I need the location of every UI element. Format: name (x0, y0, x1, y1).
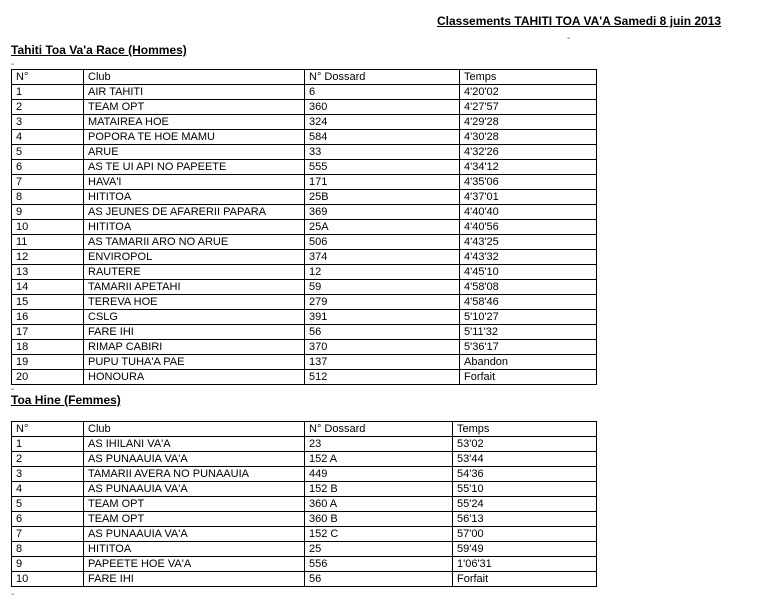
time-cell: 59'49 (453, 542, 597, 557)
bib-number-cell: 360 (305, 100, 460, 115)
bib-number-cell: 137 (305, 355, 460, 370)
club-cell: HITITOA (84, 542, 305, 557)
separator-mark: - (567, 33, 571, 44)
club-cell: AS TE UI API NO PAPEETE (84, 160, 305, 175)
rank-cell: 6 (12, 160, 84, 175)
time-cell: 5'36'17 (460, 340, 597, 355)
club-cell: ARUE (84, 145, 305, 160)
club-cell: AS JEUNES DE AFARERII PAPARA (84, 205, 305, 220)
women-results-table (11, 421, 597, 587)
table-row (12, 85, 597, 100)
men-section-title: Tahiti Toa Va'a Race (Hommes) (11, 43, 187, 57)
time-cell: 53'44 (453, 452, 597, 467)
club-cell: TAMARII APETAHI (84, 280, 305, 295)
club-cell: HAVA'I (84, 175, 305, 190)
time-cell: 1'06'31 (453, 557, 597, 572)
club-cell: TEAM OPT (84, 497, 305, 512)
table-row (12, 265, 597, 280)
rank-cell: 17 (12, 325, 84, 340)
rank-cell: 2 (12, 100, 84, 115)
column-header: N° (12, 422, 84, 437)
club-cell: HONOURA (84, 370, 305, 385)
bib-number-cell: 279 (305, 295, 460, 310)
bib-number-cell: 33 (305, 145, 460, 160)
bib-number-cell: 369 (305, 205, 460, 220)
rank-cell: 16 (12, 310, 84, 325)
table-row (12, 190, 597, 205)
bib-number-cell: 584 (305, 130, 460, 145)
bib-number-cell: 391 (305, 310, 460, 325)
time-cell: 56'13 (453, 512, 597, 527)
page-title: Classements TAHITI TOA VA'A Samedi 8 juin 2013 (437, 14, 722, 28)
column-header: N° (12, 70, 84, 85)
table-row (12, 160, 597, 175)
rank-cell: 1 (12, 437, 84, 452)
column-header: N° Dossard (305, 422, 453, 437)
bib-number-cell: 506 (305, 235, 460, 250)
rank-cell: 18 (12, 340, 84, 355)
rank-cell: 5 (12, 145, 84, 160)
rank-cell: 14 (12, 280, 84, 295)
club-cell: AIR TAHITI (84, 85, 305, 100)
club-cell: MATAIREA HOE (84, 115, 305, 130)
table-row (12, 175, 597, 190)
women-results-body (12, 422, 597, 587)
bib-number-cell: 370 (305, 340, 460, 355)
club-cell: RIMAP CABIRI (84, 340, 305, 355)
bib-number-cell: 56 (305, 325, 460, 340)
club-cell: FARE IHI (84, 325, 305, 340)
club-cell: TEAM OPT (84, 100, 305, 115)
bib-number-cell: 59 (305, 280, 460, 295)
time-cell: Abandon (460, 355, 597, 370)
table-header-row (12, 422, 597, 437)
table-row (12, 310, 597, 325)
bib-number-cell: 25A (305, 220, 460, 235)
table-row (12, 497, 597, 512)
club-cell: AS PUNAAUIA VA'A (84, 527, 305, 542)
column-header: N° Dossard (305, 70, 460, 85)
men-results-table (11, 69, 597, 385)
rank-cell: 15 (12, 295, 84, 310)
time-cell: 4'37'01 (460, 190, 597, 205)
table-row (12, 325, 597, 340)
time-cell: 4'58'46 (460, 295, 597, 310)
time-cell: 4'32'26 (460, 145, 597, 160)
table-row (12, 512, 597, 527)
table-row (12, 572, 597, 587)
club-cell: AS TAMARII ARO NO ARUE (84, 235, 305, 250)
separator-mark: - (11, 384, 15, 395)
rank-cell: 6 (12, 512, 84, 527)
table-row (12, 370, 597, 385)
club-cell: AS PUNAAUIA VA'A (84, 452, 305, 467)
table-row (12, 280, 597, 295)
table-row (12, 340, 597, 355)
time-cell: 55'24 (453, 497, 597, 512)
rank-cell: 8 (12, 190, 84, 205)
table-row (12, 542, 597, 557)
club-cell: FARE IHI (84, 572, 305, 587)
column-header: Club (84, 70, 305, 85)
time-cell: 4'34'12 (460, 160, 597, 175)
table-row (12, 437, 597, 452)
table-row (12, 235, 597, 250)
club-cell: PUPU TUHA'A PAE (84, 355, 305, 370)
rank-cell: 10 (12, 572, 84, 587)
bib-number-cell: 25B (305, 190, 460, 205)
bib-number-cell: 555 (305, 160, 460, 175)
bib-number-cell: 512 (305, 370, 460, 385)
time-cell: 4'40'40 (460, 205, 597, 220)
table-row (12, 130, 597, 145)
separator-mark: - (11, 59, 15, 70)
rank-cell: 11 (12, 235, 84, 250)
bib-number-cell: 171 (305, 175, 460, 190)
rank-cell: 3 (12, 467, 84, 482)
men-results-body (12, 70, 597, 385)
table-row (12, 115, 597, 130)
bib-number-cell: 6 (305, 85, 460, 100)
club-cell: RAUTERE (84, 265, 305, 280)
time-cell: 4'58'08 (460, 280, 597, 295)
table-row (12, 205, 597, 220)
rank-cell: 4 (12, 482, 84, 497)
time-cell: Forfait (460, 370, 597, 385)
table-row (12, 557, 597, 572)
table-row (12, 452, 597, 467)
time-cell: 4'20'02 (460, 85, 597, 100)
club-cell: HITITOA (84, 190, 305, 205)
table-row (12, 145, 597, 160)
rank-cell: 20 (12, 370, 84, 385)
rank-cell: 1 (12, 85, 84, 100)
time-cell: 4'29'28 (460, 115, 597, 130)
rank-cell: 2 (12, 452, 84, 467)
rank-cell: 5 (12, 497, 84, 512)
women-section-title: Toa Hine (Femmes) (11, 393, 121, 407)
club-cell: CSLG (84, 310, 305, 325)
club-cell: PAPEETE HOE VA'A (84, 557, 305, 572)
rank-cell: 7 (12, 527, 84, 542)
club-cell: HITITOA (84, 220, 305, 235)
rank-cell: 12 (12, 250, 84, 265)
time-cell: 57'00 (453, 527, 597, 542)
column-header: Club (84, 422, 305, 437)
bib-number-cell: 360 B (305, 512, 453, 527)
bib-number-cell: 152 C (305, 527, 453, 542)
time-cell: 55'10 (453, 482, 597, 497)
rank-cell: 10 (12, 220, 84, 235)
rank-cell: 19 (12, 355, 84, 370)
separator-mark: - (11, 589, 15, 600)
bib-number-cell: 374 (305, 250, 460, 265)
time-cell: 4'43'32 (460, 250, 597, 265)
bib-number-cell: 152 B (305, 482, 453, 497)
table-row (12, 482, 597, 497)
club-cell: POPORA TE HOE MAMU (84, 130, 305, 145)
time-cell: 5'11'32 (460, 325, 597, 340)
time-cell: 53'02 (453, 437, 597, 452)
club-cell: TEAM OPT (84, 512, 305, 527)
time-cell: 4'45'10 (460, 265, 597, 280)
bib-number-cell: 360 A (305, 497, 453, 512)
bib-number-cell: 56 (305, 572, 453, 587)
table-row (12, 250, 597, 265)
table-row (12, 100, 597, 115)
bib-number-cell: 12 (305, 265, 460, 280)
bib-number-cell: 23 (305, 437, 453, 452)
rank-cell: 4 (12, 130, 84, 145)
table-row (12, 527, 597, 542)
bib-number-cell: 25 (305, 542, 453, 557)
club-cell: ENVIROPOL (84, 250, 305, 265)
time-cell: 4'35'06 (460, 175, 597, 190)
club-cell: AS IHILANI VA'A (84, 437, 305, 452)
table-row (12, 220, 597, 235)
bib-number-cell: 449 (305, 467, 453, 482)
column-header: Temps (453, 422, 597, 437)
time-cell: Forfait (453, 572, 597, 587)
bib-number-cell: 556 (305, 557, 453, 572)
table-header-row (12, 70, 597, 85)
rank-cell: 8 (12, 542, 84, 557)
time-cell: 4'43'25 (460, 235, 597, 250)
column-header: Temps (460, 70, 597, 85)
bib-number-cell: 324 (305, 115, 460, 130)
bib-number-cell: 152 A (305, 452, 453, 467)
rank-cell: 13 (12, 265, 84, 280)
club-cell: AS PUNAAUIA VA'A (84, 482, 305, 497)
rank-cell: 7 (12, 175, 84, 190)
club-cell: TEREVA HOE (84, 295, 305, 310)
table-row (12, 295, 597, 310)
rank-cell: 9 (12, 205, 84, 220)
time-cell: 4'30'28 (460, 130, 597, 145)
time-cell: 4'40'56 (460, 220, 597, 235)
time-cell: 5'10'27 (460, 310, 597, 325)
time-cell: 4'27'57 (460, 100, 597, 115)
table-row (12, 467, 597, 482)
club-cell: TAMARII AVERA NO PUNAAUIA (84, 467, 305, 482)
table-row (12, 355, 597, 370)
time-cell: 54'36 (453, 467, 597, 482)
rank-cell: 9 (12, 557, 84, 572)
rank-cell: 3 (12, 115, 84, 130)
